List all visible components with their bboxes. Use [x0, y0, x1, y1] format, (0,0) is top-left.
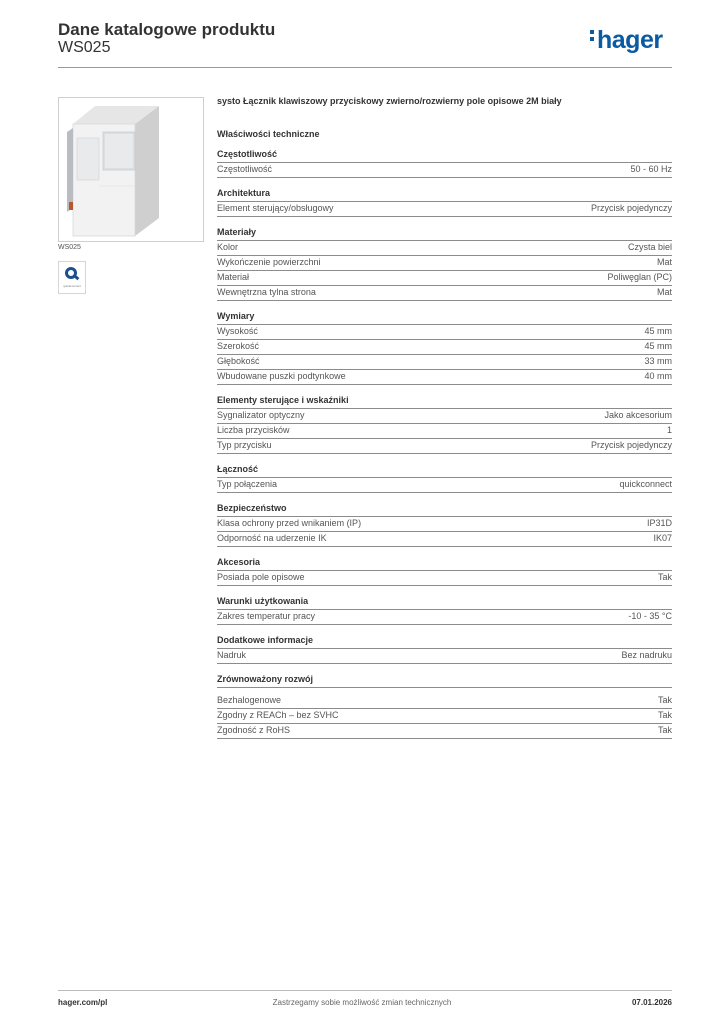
section-title: Akcesoria: [217, 556, 672, 571]
footer-date: 07.01.2026: [631, 998, 672, 1007]
spec-row: [217, 241, 672, 256]
spec-label: Kolor: [217, 242, 239, 252]
spec-row: [217, 532, 672, 547]
spec-content: [217, 95, 672, 739]
spec-row: [217, 271, 672, 286]
spec-row: [217, 610, 672, 625]
spec-label: Bezhalogenowe: [217, 695, 282, 705]
spec-value: 45 mm: [644, 326, 672, 336]
spec-section: [217, 634, 672, 664]
spec-label: Typ połączenia: [217, 479, 278, 489]
page-title: Dane katalogowe produktu: [58, 20, 276, 39]
logo-text: hager: [597, 26, 663, 54]
spec-label: Częstotliwość: [217, 164, 273, 174]
spec-label: Typ przycisku: [217, 440, 272, 450]
spec-value: Jako akcesorium: [604, 410, 672, 420]
spec-value: 1: [666, 425, 672, 435]
footer-divider: [58, 990, 672, 991]
logo-dots-icon: [590, 30, 595, 44]
section-title: Bezpieczeństwo: [217, 502, 672, 517]
spec-row: [217, 649, 672, 664]
spec-label: Odporność na uderzenie IK: [217, 533, 327, 543]
spec-value: Mat: [656, 257, 672, 267]
product-code: WS025: [58, 39, 111, 56]
section-title: Zrównoważony rozwój: [217, 673, 672, 688]
spec-section: [217, 595, 672, 625]
footer-notice: Zastrzegamy sobie możliwość zmian technicznych: [272, 998, 452, 1007]
spec-section: [217, 310, 672, 385]
spec-section: [217, 463, 672, 493]
product-switch-icon: [59, 98, 203, 241]
spec-label: Liczba przycisków: [217, 425, 290, 435]
spec-value: Tak: [657, 710, 672, 720]
spec-value: Tak: [657, 695, 672, 705]
hager-logo[interactable]: [590, 26, 663, 55]
section-title: Architektura: [217, 187, 672, 202]
spec-row: [217, 709, 672, 724]
spec-label: Wysokość: [217, 326, 258, 336]
spec-section: [217, 394, 672, 454]
spec-value: -10 - 35 °C: [628, 611, 672, 621]
spec-row: [217, 724, 672, 739]
technical-properties-heading: Właściwości techniczne: [217, 129, 320, 139]
spec-label: Głębokość: [217, 356, 260, 366]
spec-value: Tak: [657, 572, 672, 582]
spec-label: Nadruk: [217, 650, 247, 660]
spec-section: [217, 556, 672, 586]
spec-row: [217, 424, 672, 439]
spec-row: [217, 370, 672, 385]
spec-value: IK07: [653, 533, 672, 543]
footer-website[interactable]: hager.com/pl: [58, 998, 108, 1007]
spec-row: [217, 256, 672, 271]
spec-value: 33 mm: [644, 356, 672, 366]
spec-row: [217, 478, 672, 493]
spec-value: Mat: [656, 287, 672, 297]
spec-section: [217, 187, 672, 217]
spec-label: Wewnętrzna tylna strona: [217, 287, 316, 297]
section-title: Elementy sterujące i wskaźniki: [217, 394, 672, 409]
spec-value: 45 mm: [644, 341, 672, 351]
spec-label: Zgodność z RoHS: [217, 725, 291, 735]
spec-row: [217, 355, 672, 370]
spec-row: [217, 409, 672, 424]
spec-label: Zgodny z REACh – bez SVHC: [217, 710, 339, 720]
spec-row: [217, 517, 672, 532]
image-caption: WS025: [58, 244, 81, 251]
spec-value: 40 mm: [644, 371, 672, 381]
spec-label: Wbudowane puszki podtynkowe: [217, 371, 346, 381]
spec-value: 50 - 60 Hz: [630, 164, 672, 174]
section-title: Wymiary: [217, 310, 672, 325]
spec-value: Bez nadruku: [621, 650, 672, 660]
spec-section: [217, 226, 672, 301]
section-title: Łączność: [217, 463, 672, 478]
section-title: Częstotliwość: [217, 148, 672, 163]
spec-section: [217, 502, 672, 547]
header-divider: [58, 67, 672, 68]
quality-badge-icon: quickconnect: [58, 261, 86, 294]
spec-row: [217, 571, 672, 586]
spec-value: Przycisk pojedynczy: [590, 203, 672, 213]
spec-row: [217, 439, 672, 454]
section-title: Warunki użytkowania: [217, 595, 672, 610]
spec-label: Posiada pole opisowe: [217, 572, 305, 582]
section-title: Materiały: [217, 226, 672, 241]
spec-value: Poliwęglan (PC): [607, 272, 672, 282]
spec-row: [217, 202, 672, 217]
spec-value: IP31D: [646, 518, 672, 528]
spec-section: [217, 673, 672, 739]
product-description: systo Łącznik klawiszowy przyciskowy zwierno/rozwierny pole opisowe 2M biały: [217, 96, 562, 106]
spec-label: Zakres temperatur pracy: [217, 611, 316, 621]
spec-row: [217, 325, 672, 340]
spec-row: [217, 340, 672, 355]
spec-row: [217, 163, 672, 178]
spec-label: Element sterujący/obsługowy: [217, 203, 334, 213]
spec-value: Przycisk pojedynczy: [590, 440, 672, 450]
spec-row: [217, 694, 672, 709]
spec-section: [217, 148, 672, 178]
spec-label: Sygnalizator optyczny: [217, 410, 305, 420]
spec-value: quickconnect: [619, 479, 672, 489]
product-image: [58, 97, 204, 242]
spec-label: Klasa ochrony przed wnikaniem (IP): [217, 518, 362, 528]
spec-value: Tak: [657, 725, 672, 735]
spec-row: [217, 286, 672, 301]
spec-label: Szerokość: [217, 341, 260, 351]
spec-sections: [217, 148, 672, 739]
spec-label: Materiał: [217, 272, 250, 282]
section-title: Dodatkowe informacje: [217, 634, 672, 649]
spec-label: Wykończenie powierzchni: [217, 257, 321, 267]
spec-value: Czysta biel: [627, 242, 672, 252]
